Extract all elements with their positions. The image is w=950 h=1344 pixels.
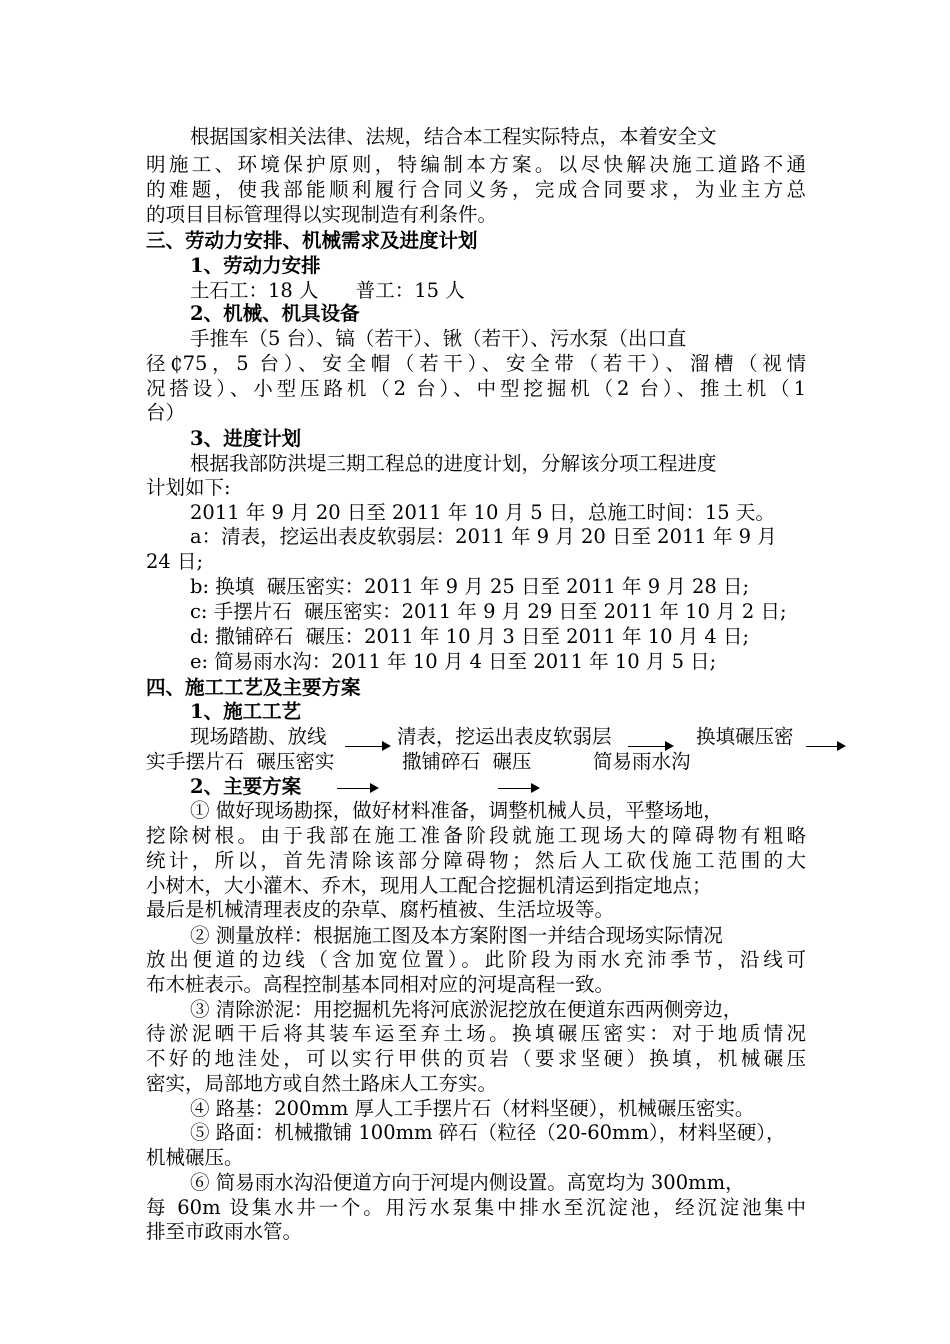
flow-arrow-icon [498, 788, 538, 789]
machinery-line: 径₵75，5 台）、安全帽（若干）、安全带（若干）、溜槽（视情 [146, 352, 806, 375]
intro-line: 根据国家相关法律、法规，结合本工程实际特点，本着安全文 [190, 125, 717, 148]
schedule-item-a: 24 日; [146, 550, 204, 573]
plan-line: ② 测量放样：根据施工图及本方案附图一并结合现场实际情况 [190, 924, 723, 947]
plan-line: ⑤ 路面：机械撒铺 100mm 碎石（粒径（20-60mm），材料坚硬）， [190, 1121, 786, 1144]
plan-line: 机械碾压。 [146, 1146, 244, 1169]
plan-line: 统计，所以，首先清除该部分障碍物；然后人工砍伐施工范围的大 [146, 849, 806, 872]
flow-step: 换填碾压密 [696, 725, 794, 748]
flow-arrow-icon [337, 788, 377, 789]
subsection-heading: 1、劳动力安排 [190, 254, 321, 277]
plan-line: 密实，局部地方或自然土路床人工夯实。 [146, 1072, 498, 1095]
plan-line: 小树木，大小灌木、乔木，现用人工配合挖掘机清运到指定地点； [146, 874, 712, 897]
flow-step: 撒铺碎石 碾压 [402, 750, 532, 773]
schedule-line: 计划如下: [146, 476, 231, 499]
intro-line: 明施工、环境保护原则，特编制本方案。以尽快解决施工道路不通 [146, 153, 806, 176]
schedule-line: 根据我部防洪堤三期工程总的进度计划，分解该分项工程进度 [190, 452, 717, 475]
machinery-line: 况搭设）、小型压路机（2 台）、中型挖掘机（2 台）、推土机（1 [146, 377, 806, 400]
schedule-item-b: b: 换填 碾压密实：2011 年 9 月 25 日至 2011 年 9 月 28 日; [190, 575, 750, 598]
intro-line: 的项目目标管理得以实现制造有利条件。 [146, 203, 498, 226]
plan-line: 每 60m 设集水井一个。用污水泵集中排水至沉淀池，经沉淀池集中 [146, 1196, 806, 1219]
subsection-heading: 3、进度计划 [190, 427, 302, 450]
flow-arrow-icon [345, 746, 389, 747]
plan-line: 最后是机械清理表皮的杂草、腐朽植被、生活垃圾等。 [146, 898, 615, 921]
subsection-heading: 1、施工工艺 [190, 700, 302, 723]
plan-line: 不好的地洼处，可以实行甲供的页岩（要求坚硬）换填，机械碾压 [146, 1047, 806, 1070]
schedule-item-e: e: 简易雨水沟：2011 年 10 月 4 日至 2011 年 10 月 5 日; [190, 650, 717, 673]
machinery-line: 台） [146, 401, 186, 424]
section-heading: 三、劳动力安排、机械需求及进度计划 [146, 229, 478, 252]
section-heading: 四、施工工艺及主要方案 [146, 676, 361, 699]
schedule-item-c: c: 手摆片石 碾压密实：2011 年 9 月 29 日至 2011 年 10 月 2 日; [190, 600, 787, 623]
flow-step: 手摆片石 碾压密实 [166, 750, 335, 773]
flow-step: 实 [146, 750, 166, 773]
plan-line: 布木桩表示。高程控制基本同相对应的河堤高程一致。 [146, 973, 615, 996]
schedule-item-a: a：清表，挖运出表皮软弱层：2011 年 9 月 20 日至 2011 年 9 月 [190, 525, 777, 548]
schedule-total: 2011 年 9 月 20 日至 2011 年 10 月 5 日，总施工时间：15 天。 [190, 501, 775, 524]
flow-arrow-icon [806, 746, 844, 747]
subsection-heading: 2、主要方案 [190, 775, 302, 798]
plan-line: ① 做好现场勘探，做好材料准备，调整机械人员，平整场地， [190, 799, 723, 822]
flow-step: 现场踏勘、放线 [190, 725, 327, 748]
plan-line: 挖除树根。由于我部在施工准备阶段就施工现场大的障碍物有粗略 [146, 824, 806, 847]
plan-line: 待淤泥晒干后将其装车运至弃土场。换填碾压密实：对于地质情况 [146, 1022, 806, 1045]
plan-line: 排至市政雨水管。 [146, 1220, 303, 1243]
flow-step: 清表，挖运出表皮软弱层 [397, 725, 612, 748]
plan-line: ④ 路基：200mm 厚人工手摆片石（材料坚硬），机械碾压密实。 [190, 1097, 755, 1120]
flow-step: 简易雨水沟 [593, 750, 691, 773]
plan-line: ③ 清除淤泥：用挖掘机先将河底淤泥挖放在便道东西两侧旁边， [190, 998, 743, 1021]
plan-line: 放出便道的边线（含加宽位置）。此阶段为雨水充沛季节，沿线可 [146, 948, 806, 971]
subsection-heading: 2、机械、机具设备 [190, 302, 360, 325]
labor-text: 土石工：18 人 普工：15 人 [190, 279, 465, 302]
machinery-line: 手推车（5 台）、镐（若干）、锹（若干）、污水泵（出口直 [190, 327, 687, 350]
plan-line: ⑥ 简易雨水沟沿便道方向于河堤内侧设置。高宽均为 300mm， [190, 1171, 745, 1194]
schedule-item-d: d: 撒铺碎石 碾压：2011 年 10 月 3 日至 2011 年 10 月 4 日; [190, 625, 750, 648]
intro-line: 的难题，使我部能顺利履行合同义务，完成合同要求，为业主方总 [146, 178, 806, 201]
flow-arrow-icon [628, 746, 672, 747]
